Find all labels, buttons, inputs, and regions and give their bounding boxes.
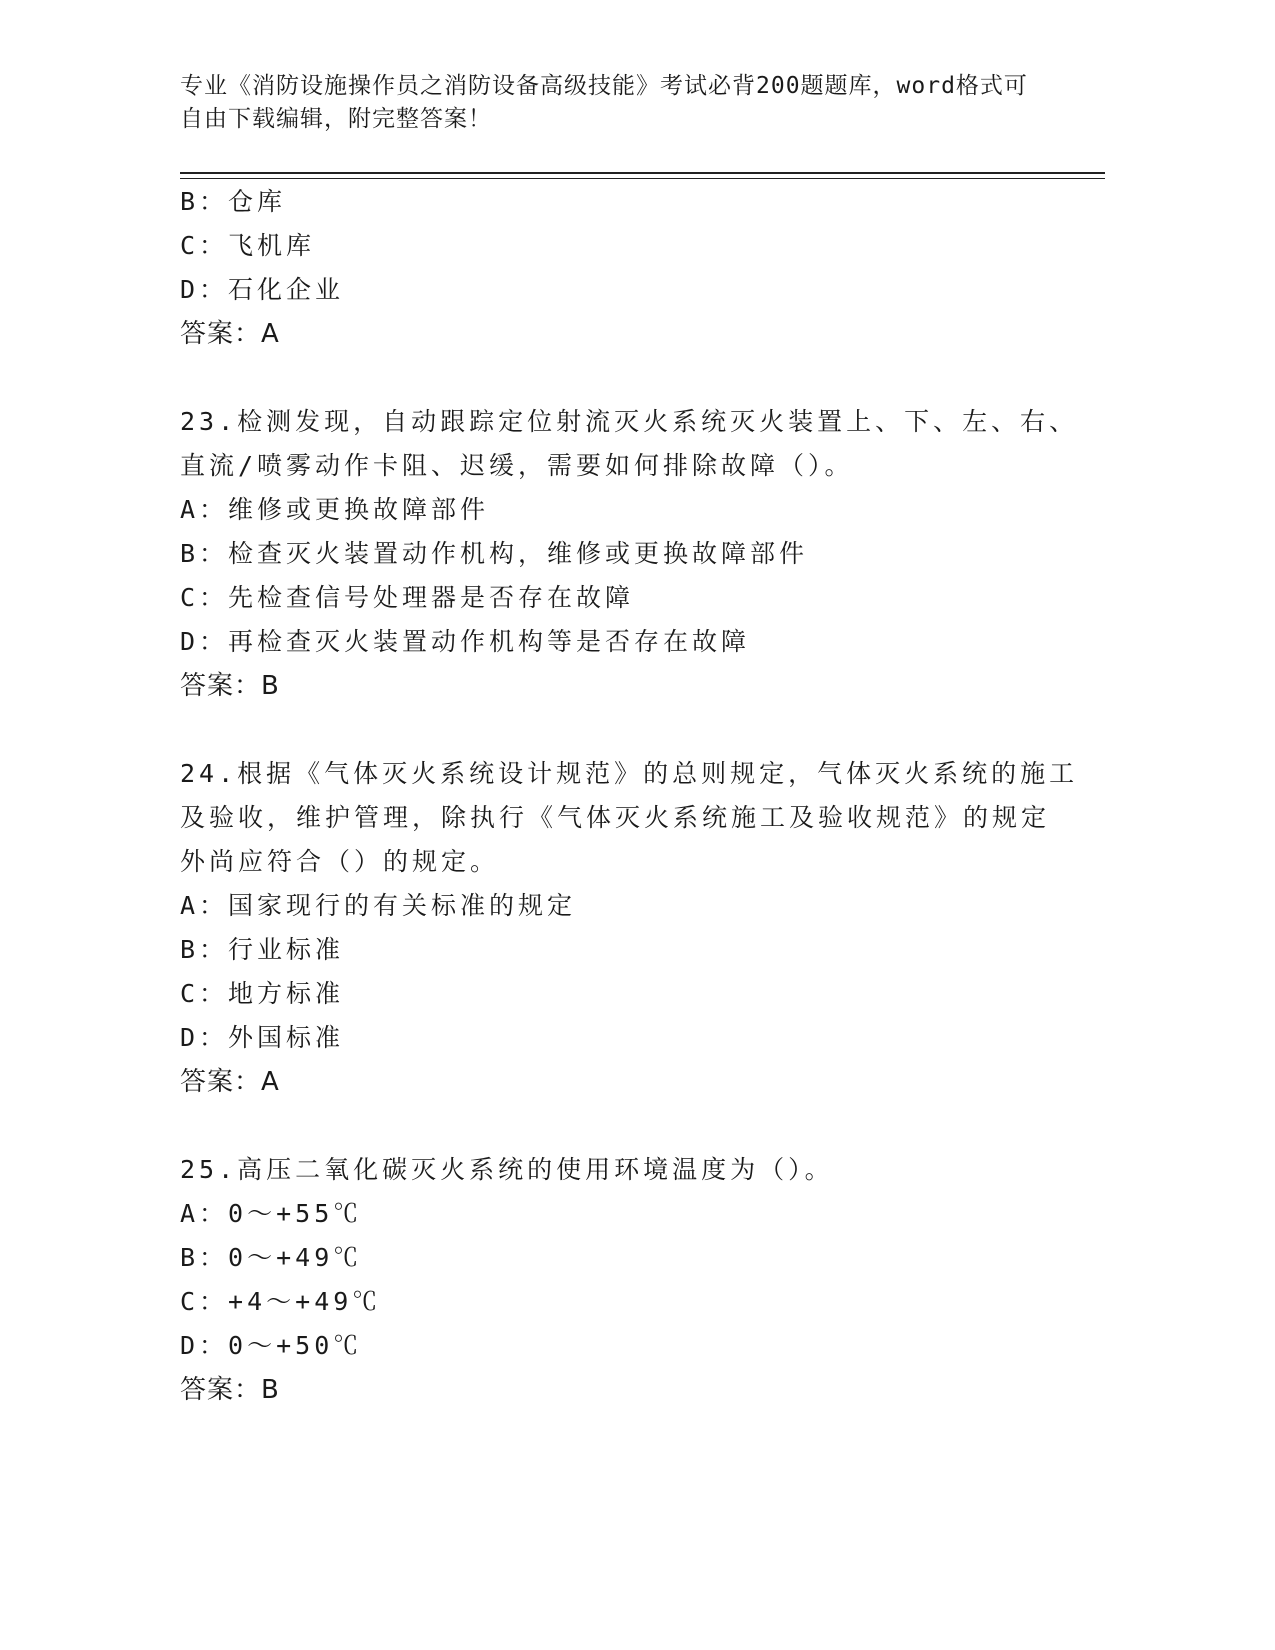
- option-b: B：检查灭火装置动作机构，维修或更换故障部件: [180, 539, 809, 568]
- option-c: C：+4～+49℃: [180, 1287, 382, 1316]
- question-stem-line: 23.检测发现，自动跟踪定位射流灭火系统灭火装置上、下、左、右、: [180, 407, 1079, 436]
- option-b: B：0～+49℃: [180, 1243, 363, 1272]
- option-d: D：再检查灭火装置动作机构等是否存在故障: [180, 627, 751, 656]
- document-header: [180, 70, 1060, 136]
- header-line-1: 专业《消防设施操作员之消防设备高级技能》考试必背200题题库，word格式可: [180, 73, 1028, 99]
- answer-line: 答案：A: [180, 319, 280, 349]
- header-line-2: 自由下载编辑，附完整答案！: [180, 106, 492, 132]
- header-divider-thin: [180, 178, 1105, 179]
- option-c: C：地方标准: [180, 979, 345, 1008]
- spacer: [180, 356, 1060, 400]
- question-stem-line: 25.高压二氧化碳灭火系统的使用环境温度为（）。: [180, 1155, 834, 1184]
- spacer: [180, 1104, 1060, 1148]
- option-d: D：0～+50℃: [180, 1331, 363, 1360]
- question-stem-line: 24.根据《气体灭火系统设计规范》的总则规定，气体灭火系统的施工: [180, 759, 1079, 788]
- option-c: C：先检查信号处理器是否存在故障: [180, 583, 635, 612]
- option-a: A：维修或更换故障部件: [180, 495, 490, 524]
- header-divider-thick: [180, 172, 1105, 174]
- option-b: B：行业标准: [180, 935, 345, 964]
- option-c: C：飞机库: [180, 231, 316, 260]
- question-stem-line: 外尚应符合（）的规定。: [180, 847, 500, 876]
- question-22-tail: [180, 180, 1060, 356]
- question-23: [180, 400, 1079, 708]
- question-24: [180, 752, 1079, 1104]
- option-a: A：0～+55℃: [180, 1199, 363, 1228]
- question-25: [180, 1148, 1060, 1412]
- answer-line: 答案：B: [180, 671, 280, 701]
- answer-line: 答案：B: [180, 1375, 280, 1405]
- question-stem-line: 及验收，维护管理，除执行《气体灭火系统施工及验收规范》的规定: [180, 803, 1051, 832]
- question-stem-line: 直流/喷雾动作卡阻、迟缓，需要如何排除故障（）。: [180, 451, 854, 480]
- spacer: [180, 708, 1060, 752]
- option-a: A：国家现行的有关标准的规定: [180, 891, 577, 920]
- option-d: D：石化企业: [180, 275, 345, 304]
- option-d: D：外国标准: [180, 1023, 345, 1052]
- question-content: [180, 180, 1079, 1412]
- answer-line: 答案：A: [180, 1067, 280, 1097]
- option-b: B：仓库: [180, 187, 287, 216]
